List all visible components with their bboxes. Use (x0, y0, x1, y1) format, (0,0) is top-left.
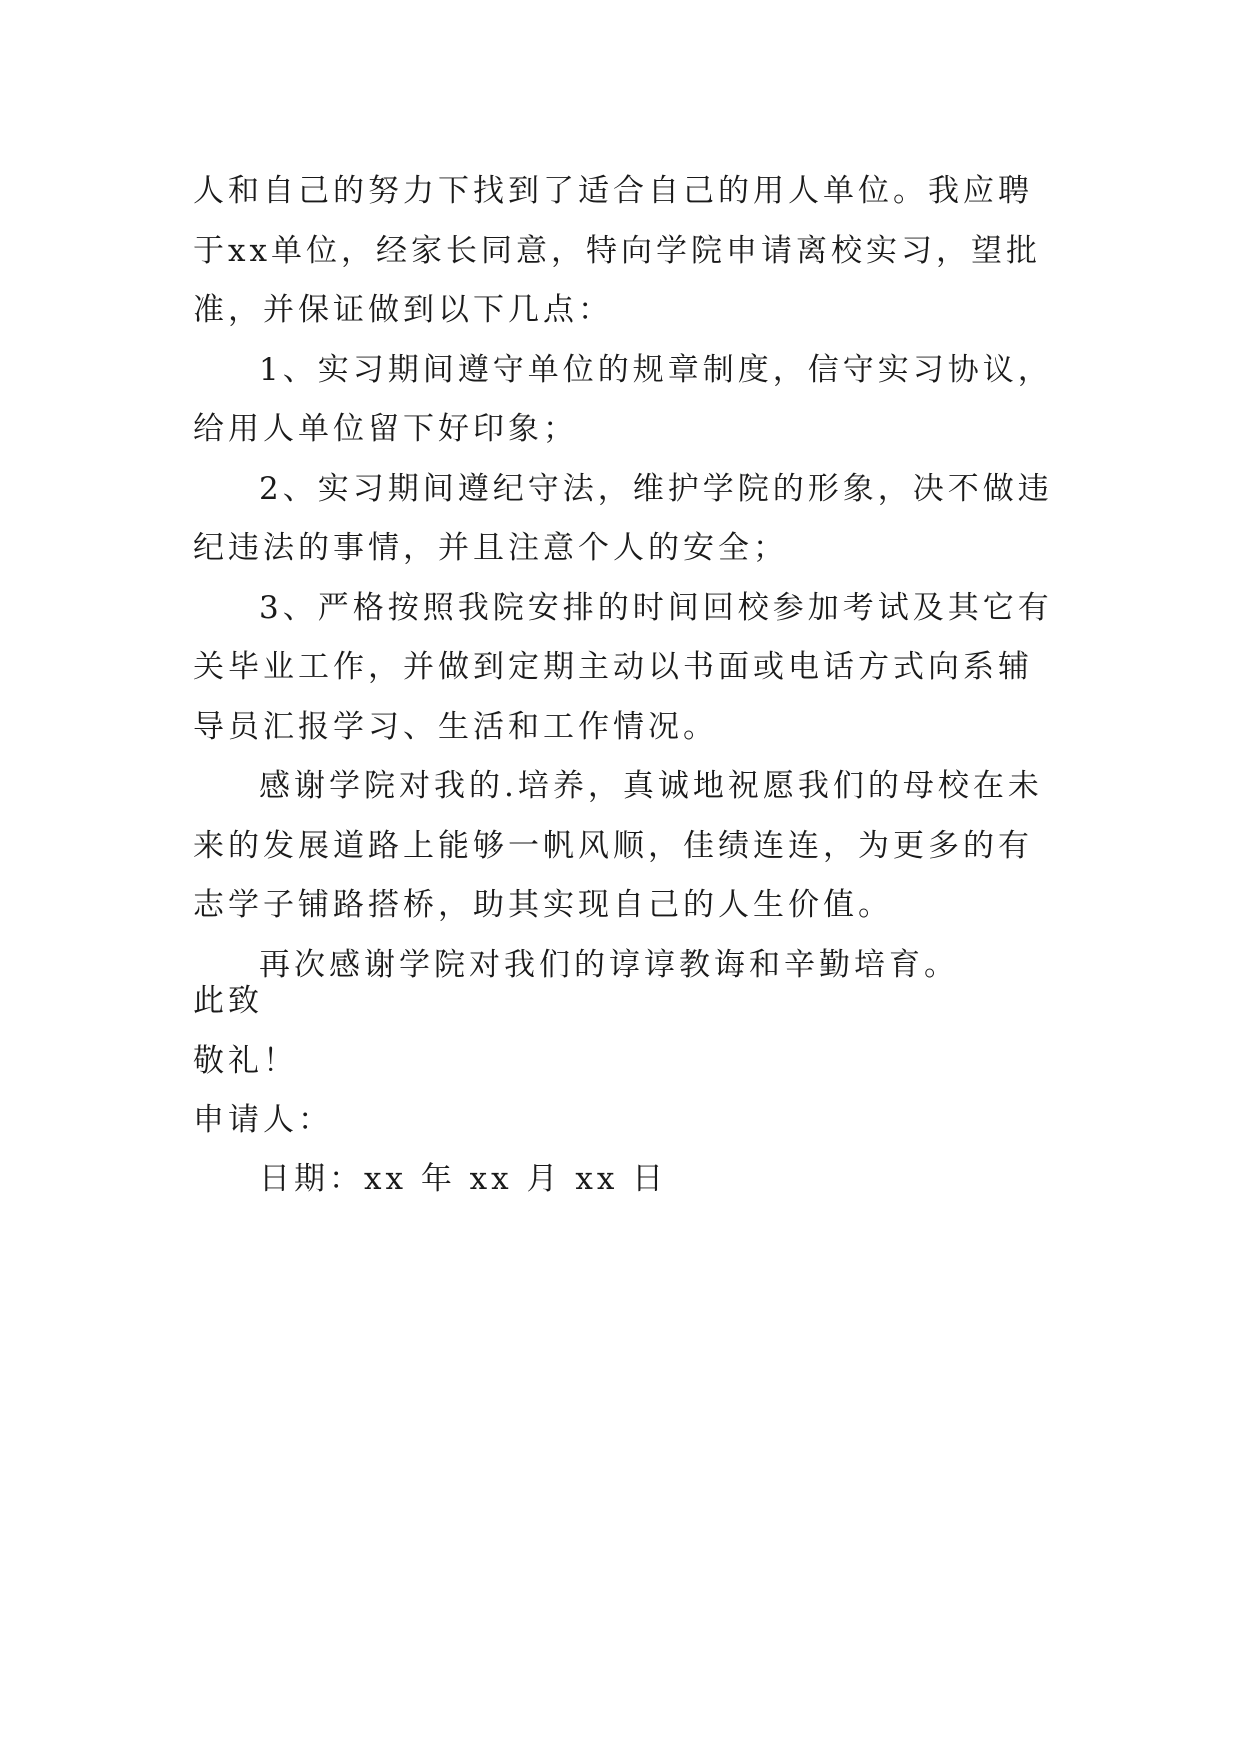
salutation-cizhi: 此致 (193, 983, 263, 1019)
date-line: 日期：xx 年 xx 月 xx 日 (259, 1161, 668, 1197)
paragraph-intro-continuation: 人和自己的努力下找到了适合自己的用人单位。我应聘于xx单位，经家长同意，特向学院申请离校实习，望批准，并保证做到以下几点： (193, 173, 1041, 328)
paragraph-thanks-again: 再次感谢学院对我们的谆谆教诲和辛勤培育。 (259, 946, 959, 983)
applicant-label: 申请人： (193, 1102, 333, 1138)
paragraph-point-2: 2、实习期间遵纪守法，维护学院的形象，决不做违纪违法的事情，并且注意个人的安全； (193, 470, 1053, 566)
letter-body (193, 162, 1053, 995)
paragraph-point-3: 3、严格按照我院安排的时间回校参加考试及其它有关毕业工作，并做到定期主动以书面或电话方式向系辅导员汇报学习、生活和工作情况。 (193, 589, 1053, 745)
closing-block (193, 972, 333, 1151)
salutation-jingli: 敬礼！ (193, 1042, 298, 1079)
paragraph-thanks: 感谢学院对我的.培养，真诚地祝愿我们的母校在未来的发展道路上能够一帆风顺，佳绩连连，为更多的有志学子铺路搭桥，助其实现自己的人生价值。 (193, 768, 1043, 923)
paragraph-point-1: 1、实习期间遵守单位的规章制度，信守实习协议，给用人单位留下好印象； (193, 351, 1053, 447)
